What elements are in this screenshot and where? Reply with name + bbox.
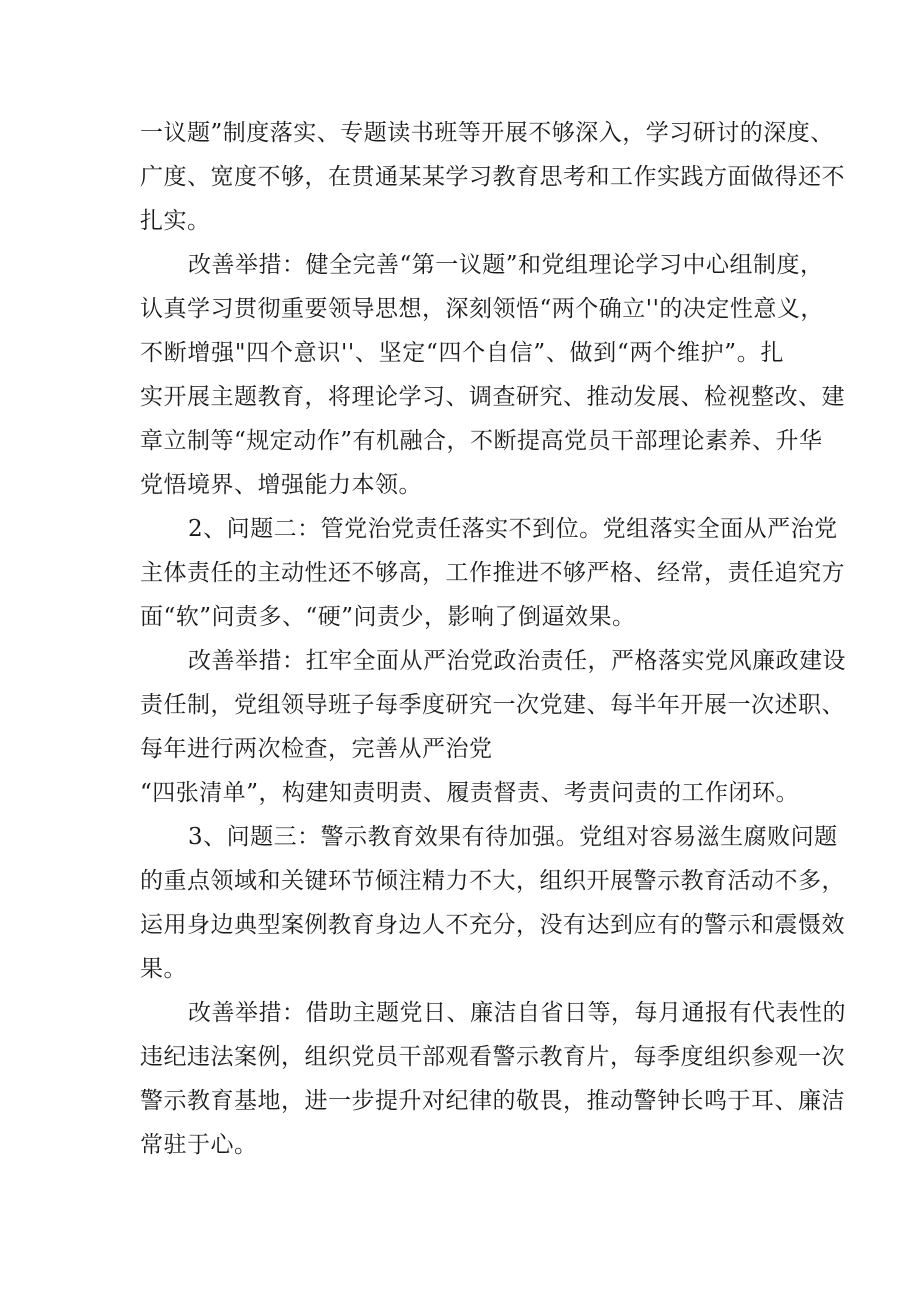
text-line: 常驻于心。 [140,1132,258,1158]
text-line: 违纪违法案例，组织党员干部观看警示教育片，每季度组织参观一次 [140,1044,845,1070]
text-line: 党悟境界、增强能力本领。 [140,472,422,498]
text-line: 广度、宽度不够，在贯通某某学习教育思考和工作实践方面做得还不 [140,164,845,190]
text-line: 改善举措：扛牢全面从严治党政治责任，严格落实党风廉政建设 [188,648,846,674]
text-line: 的重点领域和关键环节倾注精力不大，组织开展警示教育活动不多， [140,868,845,894]
text-line: 责任制，党组领导班子每季度研究一次党建、每半年开展一次述职、 [140,692,845,718]
text-line: 警示教育基地，进一步提升对纪律的敬畏，推动警钟长鸣于耳、廉洁 [140,1088,845,1114]
text-line: 一议题”制度落实、专题读书班等开展不够深入，学习研讨的深度、 [140,120,834,146]
text-line: 章立制等“规定动作”有机融合，不断提高党员干部理论素养、升华 [140,428,823,454]
text-line: “四张清单”，构建知责明责、履责督责、考责问责的工作闭环。 [140,780,800,806]
text-line: 运用身边典型案例教育身边人不充分，没有达到应有的警示和震慑效 [140,912,845,938]
text-line: 果。 [140,956,187,982]
text-line: 不断增强"四个意识''、坚定“四个自信”、做到“两个维护”。扎 [140,340,784,366]
text-line: 认真学习贯彻重要领导思想，深刻领悟“两个确立''的决定性意义， [140,296,824,322]
text-line: 每年进行两次检查，完善从严治党 [140,736,493,762]
text-line: 改善举措：健全完善“第一议题”和党组理论学习中心组制度， [188,252,824,278]
text-line: 改善举措：借助主题党日、廉洁自省日等，每月通报有代表性的 [188,1000,846,1026]
text-line: 主体责任的主动性还不够高，工作推进不够严格、经常，责任追究方 [140,560,845,586]
text-line: 扎实。 [140,208,211,234]
text-line: 实开展主题教育，将理论学习、调查研究、推动发展、检视整改、建 [140,384,845,410]
text-line: 3、问题三：警示教育效果有待加强。党组对容易滋生腐败问题 [188,824,838,850]
text-line: 2、问题二：管党治党责任落实不到位。党组落实全面从严治党 [188,516,838,542]
text-line: 面“软”问责多、“硬”问责少，影响了倒逼效果。 [140,604,636,630]
